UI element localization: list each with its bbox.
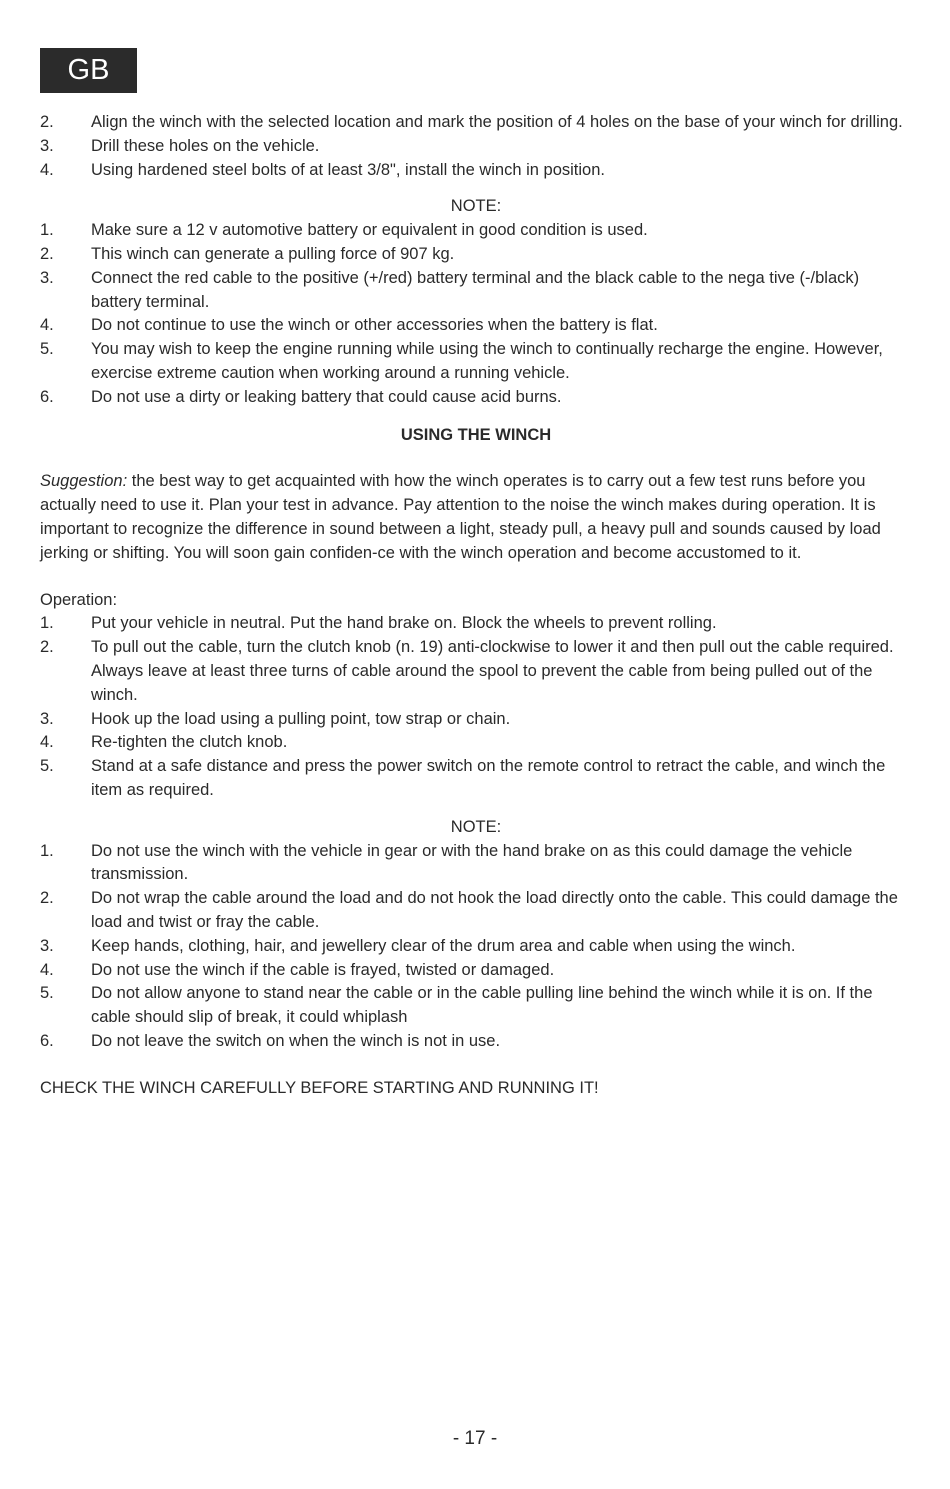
list-item [40, 636, 912, 707]
note-list [40, 219, 912, 409]
note-heading: NOTE: [450, 817, 502, 836]
item-text: Do not use the winch if the cable is frayed, twisted or damaged. [91, 960, 555, 979]
suggestion-text: the best way to get acquainted with how the winch operates is to carry out a few test runs before you actually need to use it. Plan your test in advance. Pay attention to the noise the winch makes during operation. It is important to recognize the difference in sound between a light, steady pull, a heavy pull and sounds caused by load jerking or shifting. You will soon gain confiden-ce with the winch operation and become accustomed to it. [40, 472, 881, 562]
list-item [40, 708, 912, 732]
suggestion-label: Suggestion: [40, 472, 128, 491]
item-number: 4. [40, 160, 54, 179]
item-number: 5. [40, 984, 54, 1003]
item-text: Do not wrap the cable around the load and do not hook the load directly onto the cable. This could damage the load and twist or fray the cable. [91, 889, 898, 931]
item-number: 1. [40, 614, 54, 633]
list-item [40, 982, 912, 1030]
item-text: Connect the red cable to the positive (+/red) battery terminal and the black cable to the nega tive (-/black) battery terminal. [91, 268, 860, 311]
item-text: Do not leave the switch on when the winch is not in use. [91, 1031, 501, 1050]
list-item [40, 111, 912, 135]
install-steps-list [40, 111, 912, 182]
section-heading: USING THE WINCH [400, 425, 552, 444]
manual-content [40, 111, 912, 1100]
list-item [40, 338, 912, 386]
list-item [40, 219, 912, 243]
item-number: 4. [40, 960, 54, 979]
item-text: Keep hands, clothing, hair, and jewellery clear of the drum area and cable when using the winch. [91, 936, 796, 955]
item-text: Do not continue to use the winch or other accessories when the battery is flat. [91, 316, 658, 335]
list-item [40, 386, 912, 410]
item-text: Hook up the load using a pulling point, tow strap or chain. [91, 709, 511, 728]
item-number: 6. [40, 1031, 54, 1050]
item-text: Drill these holes on the vehicle. [91, 136, 320, 155]
list-item [40, 887, 912, 935]
item-number: 5. [40, 757, 54, 776]
item-text: Do not use a dirty or leaking battery that could cause acid burns. [91, 387, 562, 406]
item-number: 1. [40, 221, 54, 240]
item-text: To pull out the cable, turn the clutch knob (n. 19) anti-clockwise to lower it and then pull out the cable required. Always leave at least three turns of cable around the spool to prevent the cable from being pulled out of the winch. [91, 638, 894, 704]
list-item [40, 1030, 912, 1054]
item-text: Do not allow anyone to stand near the cable or in the cable pulling line behind the winch while it is on. If the cable should slip of break, it could whiplash [91, 984, 873, 1027]
item-text: Re-tighten the clutch knob. [91, 733, 288, 752]
language-tab: GB [40, 48, 137, 93]
list-item [40, 267, 912, 315]
item-number: 4. [40, 316, 54, 335]
list-item [40, 731, 912, 755]
item-number: 3. [40, 936, 54, 955]
note-list [40, 840, 912, 1054]
item-text: This winch can generate a pulling force of 907 kg. [91, 244, 455, 263]
operation-label: Operation: [40, 590, 118, 609]
operation-list [40, 612, 912, 802]
item-number: 5. [40, 340, 54, 359]
item-number: 2. [40, 638, 54, 657]
item-text: Align the winch with the selected location and mark the position of 4 holes on the base of your winch for drilling. [91, 113, 903, 131]
list-item [40, 243, 912, 267]
list-item [40, 959, 912, 983]
item-text: Do not use the winch with the vehicle in gear or with the hand brake on as this could damage the vehicle transmission. [91, 841, 853, 884]
note-heading: NOTE: [450, 197, 502, 216]
suggestion-paragraph [40, 470, 912, 565]
item-number: 2. [40, 244, 54, 263]
final-warning: CHECK THE WINCH CAREFULLY BEFORE STARTING AND RUNNING IT! [40, 1078, 599, 1097]
item-number: 3. [40, 136, 54, 155]
list-item [40, 935, 912, 959]
item-text: Make sure a 12 v automotive battery or equivalent in good condition is used. [91, 221, 648, 240]
list-item [40, 135, 912, 159]
list-item [40, 159, 912, 183]
item-number: 6. [40, 387, 54, 406]
item-text: Using hardened steel bolts of at least 3/8", install the winch in position. [91, 160, 605, 179]
list-item [40, 755, 912, 803]
item-number: 2. [40, 889, 54, 908]
item-number: 2. [40, 113, 54, 131]
item-number: 3. [40, 268, 54, 287]
page-number: - 17 - [452, 1428, 498, 1449]
item-text: Put your vehicle in neutral. Put the hand brake on. Block the wheels to prevent rolling. [91, 614, 717, 633]
list-item [40, 840, 912, 888]
item-number: 3. [40, 709, 54, 728]
item-number: 4. [40, 733, 54, 752]
item-number: 1. [40, 841, 54, 860]
list-item [40, 314, 912, 338]
item-text: You may wish to keep the engine running while using the winch to continually recharge the engine. However, exercise extreme caution when working around a running vehicle. [91, 340, 883, 382]
list-item [40, 612, 912, 636]
item-text: Stand at a safe distance and press the power switch on the remote control to retract the cable, and winch the item as required. [91, 757, 886, 799]
